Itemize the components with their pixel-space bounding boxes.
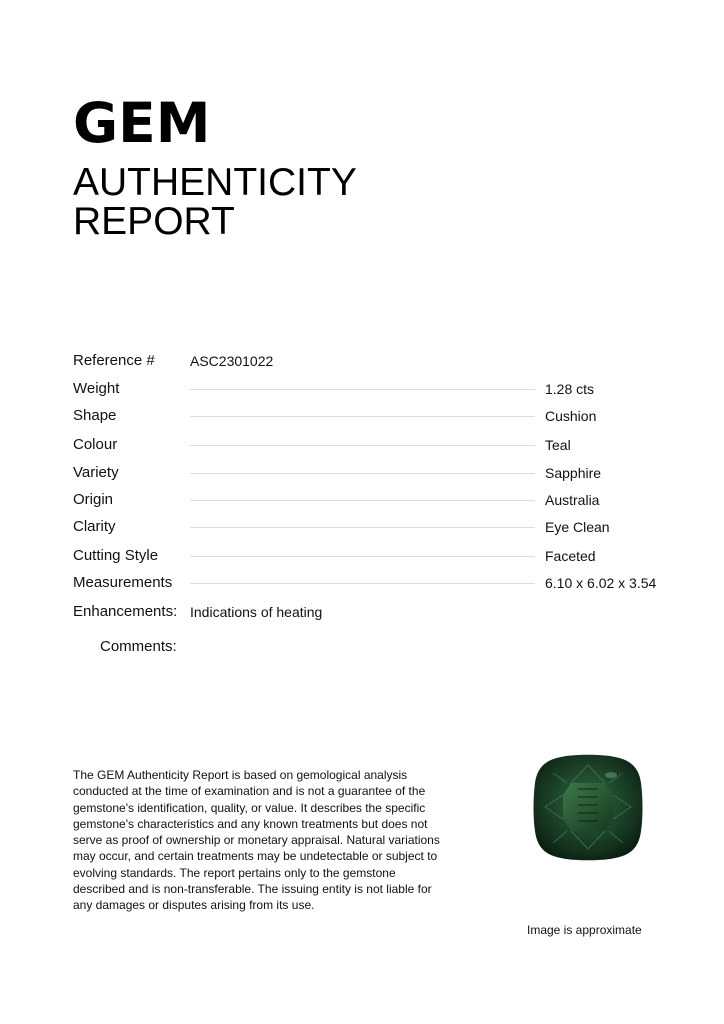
origin-row [73, 489, 663, 511]
clarity-row [73, 516, 663, 538]
origin-label: Origin [73, 491, 114, 508]
clarity-value: Eye Clean [545, 519, 610, 535]
measurements-row [73, 572, 663, 594]
weight-row [73, 378, 663, 400]
leader-line [190, 583, 535, 584]
measurements-label: Measurements [73, 574, 173, 591]
cutting-style-label: Cutting Style [73, 547, 159, 564]
leader-line [190, 389, 535, 390]
gemstone-image [533, 753, 643, 865]
reference-label: Reference # [73, 352, 155, 369]
enhancements-label: Enhancements: [73, 603, 178, 620]
leader-line [190, 527, 535, 528]
reference-value: ASC2301022 [190, 353, 274, 369]
weight-label: Weight [73, 380, 120, 397]
colour-label: Colour [73, 436, 118, 453]
variety-row [73, 462, 663, 484]
reference-row [73, 350, 663, 372]
leader-line [190, 445, 535, 446]
leader-line [190, 556, 535, 557]
shape-row [73, 405, 663, 427]
enhancements-value: Indications of heating [190, 604, 323, 620]
variety-value: Sapphire [545, 465, 602, 481]
origin-value: Australia [545, 492, 600, 508]
clarity-label: Clarity [73, 518, 116, 535]
leader-line [190, 473, 535, 474]
enhancements-row [73, 601, 663, 623]
variety-label: Variety [73, 464, 119, 481]
disclaimer-text: The GEM Authenticity Report is based on gemological analysis conducted at the time of examination and is not a guarantee of the gemstone's identification, quality, or value. It describes the specific gemstone's characteristics and any known treatments but does not serve as proof of ownership or monetary appraisal. Natural variations may occur, and certain treatments may be undetectable or subject to evolving standards. The report pertains only to the gemstone described and is non-transferable. The issuing entity is not liable for any damages or disputes arising from its use. [73, 768, 440, 913]
measurements-value: 6.10 x 6.02 x 3.54 [545, 575, 657, 591]
leader-line [190, 416, 535, 417]
leader-line [190, 500, 535, 501]
report-subtitle-line2: REPORT [73, 200, 235, 243]
report-title: GEM [73, 91, 211, 155]
colour-value: Teal [545, 437, 571, 453]
cutting-style-row [73, 545, 663, 567]
colour-row [73, 434, 663, 456]
comments-label: Comments: [100, 638, 177, 655]
weight-value: 1.28 cts [545, 381, 595, 397]
image-caption: Image is approximate [527, 923, 642, 937]
shape-value: Cushion [545, 408, 597, 424]
shape-label: Shape [73, 407, 117, 424]
cutting-style-value: Faceted [545, 548, 596, 564]
report-subtitle-line1: AUTHENTICITY [73, 161, 357, 204]
